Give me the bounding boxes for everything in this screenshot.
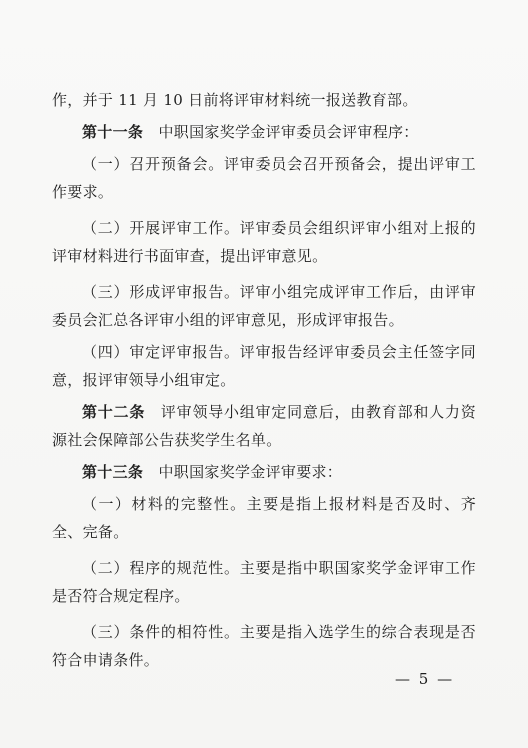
clause-11-2 <box>52 214 476 270</box>
article-12 <box>52 398 476 454</box>
article-label: 第十一条 <box>82 123 144 141</box>
paragraph-continuation <box>52 86 476 114</box>
article-13 <box>52 458 476 486</box>
clause-13-3 <box>52 618 476 674</box>
clause-13-2 <box>52 554 476 610</box>
clause-11-1 <box>52 150 476 206</box>
paragraph-text: 中职国家奖学金评审委员会评审程序： <box>143 123 419 141</box>
clause-13-1 <box>52 490 476 546</box>
paragraph-text: （三）形成评审报告。评审小组完成评审工作后，由评审委员会汇总各评审小组的评审意见，形成评审报告。 <box>52 283 476 329</box>
paragraph-text: （四）审定评审报告。评审报告经评审委员会主任签字同意，报评审领导小组审定。 <box>52 343 476 389</box>
document-body <box>52 86 476 678</box>
page-number: — 5 — <box>395 670 455 688</box>
article-label: 第十三条 <box>82 463 144 481</box>
paragraph-text: （二）程序的规范性。主要是指中职国家奖学金评审工作是否符合规定程序。 <box>52 559 476 605</box>
paragraph-text: （一）材料的完整性。主要是指上报材料是否及时、齐全、完备。 <box>52 495 476 541</box>
article-label: 第十二条 <box>82 403 146 421</box>
clause-11-4 <box>52 338 476 394</box>
paragraph-text: 中职国家奖学金评审要求： <box>143 463 343 481</box>
paragraph-text: （二）开展评审工作。评审委员会组织评审小组对上报的评审材料进行书面审查，提出评审意见。 <box>52 219 476 265</box>
paragraph-text: （一）召开预备会。评审委员会召开预备会，提出评审工作要求。 <box>52 155 476 201</box>
clause-11-3 <box>52 278 476 334</box>
paragraph-text: 作，并于 11 月 10 日前将评审材料统一报送教育部。 <box>52 91 418 109</box>
paragraph-text: 评审领导小组审定同意后，由教育部和人力资源社会保障部公告获奖学生名单。 <box>52 403 476 449</box>
paragraph-text: （三）条件的相符性。主要是指入选学生的综合表现是否符合申请条件。 <box>52 623 476 669</box>
article-11 <box>52 118 476 146</box>
